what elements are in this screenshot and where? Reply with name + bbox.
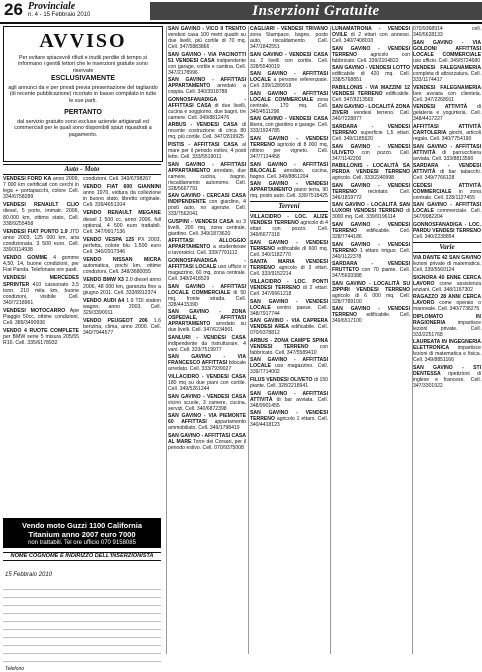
ad-text: a persone referenziate. Cell. 339/1289918 <box>250 77 328 90</box>
ad-heading: SAN GAVINO - VENDESI LOTTO <box>332 65 410 72</box>
auto-ads-column-a <box>3 176 79 348</box>
ad-text: zona Stampace, bagno, posto auto, riscaldamento. Cell. 347/1842551 <box>250 32 328 50</box>
ad-heading: VENDO FIAT 600 GIANNINI <box>83 184 161 191</box>
ad-heading: SAN GAVINO - VENDESI TERRENO <box>332 306 410 319</box>
ad-heading: SAN GAVINO - LOCALITÀ SU ZIPPIRI VENDESI TERRENO <box>332 280 410 293</box>
classified-ad <box>168 97 246 121</box>
ad-heading: GONNOSFANADIGA - AFFITTASI CASA <box>168 96 246 109</box>
ad-heading: AFFITTASI ALLOGGIO APPARTAMENTO <box>168 238 246 251</box>
ad-heading: VENDO GOMME <box>3 255 48 262</box>
ad-text: edificabile. Cell. 070/9378812 <box>250 324 328 337</box>
classified-ad <box>413 26 481 38</box>
classified-ad <box>332 306 410 324</box>
ad-heading: CEDESI ATTIVITÀ COMMERCIALE <box>413 182 481 195</box>
ad-text: con pozzo. Cell. 347/1142200 <box>332 149 410 162</box>
classified-ad <box>332 26 410 44</box>
ad-heading: VENDO BMW X3 <box>83 277 124 284</box>
classified-ad <box>3 275 79 305</box>
classified-ad <box>168 335 246 353</box>
classified-ad <box>250 240 328 258</box>
ad-text: 1.9 TDI station wagon, anno 2003, Cell. 329/3390011 <box>83 297 161 316</box>
ad-text: uso magazzino. Cell. 339/7714002 <box>250 363 328 376</box>
ad-text: commerciale. Cell. 347/9982204 <box>413 208 481 221</box>
ad-text: bilocale arredato. Cell. 333/7939027 <box>168 360 246 373</box>
classified-ad <box>413 294 481 312</box>
notice-text-1: Per evitare spiacevoli rifiuti e inutili perdite di tempo si informano i gentili lettori che le inserzioni gratuite sono riservate <box>18 55 148 74</box>
ad-text: di 150 piante. Cell. 328/2218941 <box>250 376 328 389</box>
classified-ad <box>332 104 410 122</box>
ad-heading: VENDO VESPA 125 <box>83 236 135 243</box>
ad-text: zona centrale, 170 mq. Cell. 340/4511296 <box>250 96 328 115</box>
ad-text: impartisce lezioni di matematica e fisica. Cell. 349/8851166 <box>413 345 481 364</box>
classified-ad <box>168 162 246 192</box>
ad-text: centro paese. Cell. 348/7917744 <box>250 304 328 317</box>
classified-ad <box>413 183 481 201</box>
ad-text: a studentesse o lavoratrici. Cell. 339/7791112 <box>168 244 246 257</box>
classified-ad <box>250 71 328 89</box>
ad-text: al mare per il periodo estivo, 4 posti letto. Cell. 333/5519011 <box>168 141 246 160</box>
ad-heading: SAN GAVINO - VENDESI TERRENO <box>332 221 410 234</box>
section-heading: Terreni <box>250 201 328 212</box>
ad-heading: SAN GAVINO - AFFITTASI LOCALE <box>250 71 328 84</box>
ad-text: appartamento ammobiliato. Cell. 349/1798419 <box>168 419 246 432</box>
ad-text: con fabbricato. Cell. 347/5589410 <box>250 343 328 356</box>
section-auto-moto: Auto - Moto <box>3 164 161 175</box>
ad-heading: SAN GAVINO - AFFITTASI ATTIVITÀ <box>413 143 481 156</box>
ad-text: 410 cassonato 3,5 tonn. 210 mila km, buone condizioni, visibile Cell. 340/7218961 <box>3 281 79 306</box>
classified-ad <box>83 237 161 255</box>
ad-text: piano terra, 90 mq, posto auto. Cell. 339/7518425 <box>250 187 328 200</box>
ad-heading: SAN GAVINO - VENDESI TERRENO <box>332 182 410 195</box>
classified-ad <box>332 222 410 240</box>
classified-ad <box>168 77 246 95</box>
ad-text: vendesi terreno. Cell. 340/7228877 <box>332 110 410 123</box>
ad-text: Ape Piaggio 50cc, ottime condizioni, Cell. 389/3490936 <box>3 307 79 327</box>
ad-heading: LAUREATA IN INGEGNERIA ELETTRONICA <box>413 339 481 352</box>
classified-ad <box>168 433 246 451</box>
moto-ad-line-2: Titanium anno 2007 euro 7000 <box>28 530 136 539</box>
ad-text: lezioni private di matematica. Cell. 339/5560124 <box>413 260 481 273</box>
classified-ad <box>332 124 410 142</box>
classified-ad <box>250 259 328 277</box>
ad-text: edificabile. Cell. 349/6517100 <box>332 312 410 325</box>
ad-text: agricolo di 3 ettari. Cell. 333/9152214 <box>250 265 328 278</box>
classified-ad <box>168 258 246 282</box>
ad-heading: ARBUS - VENDESI CASA <box>168 122 238 129</box>
ad-heading: SAN GAVINO - VENDESI CASA <box>168 393 246 400</box>
ad-heading: SAN GAVINO - VENDESI LOCALE <box>250 298 328 311</box>
ad-heading: VENDESI FALEGNAMERIA <box>413 84 481 91</box>
left-column <box>3 26 163 672</box>
ad-text: 070/9368914 cell. 340/5628133 <box>413 26 481 38</box>
classified-ad <box>413 144 481 162</box>
classified-ad <box>250 410 328 428</box>
ad-heading: SAN GAVINO - CERCASI CASA INDIPENDENTE <box>168 193 246 206</box>
issue-date: n. 4 - 15 Febbraio 2010 <box>28 12 91 18</box>
classified-ad <box>413 275 481 293</box>
ad-heading: VIA DANTE 42 SAN GAVINO <box>413 254 481 261</box>
ad-text: 180 mq su due piani con cortile. Cell. 349/5261244 <box>168 379 246 392</box>
ad-heading: SAN GAVINO - VIA CAPRERA VENDESI AREA <box>250 318 328 331</box>
ad-text: uso ufficio. Cell. 349/5724680 <box>413 57 481 64</box>
ad-heading: PABILLONIS - VIA MAZZINI 12 VENDESI TERRENO <box>332 84 410 97</box>
ads-column-3 <box>332 26 410 654</box>
ad-text: edificabile. Cell. 347/9213565 <box>332 90 410 103</box>
classified-ad <box>413 202 481 220</box>
ad-text: 1.6 benzina, clima, anno 2000. Cell. 340/7944577 <box>83 317 161 337</box>
ad-heading: SAN GAVINO - AFFITTASI LOCALE <box>413 202 481 215</box>
ad-heading: SARDARA - VENDESI TERRENO <box>332 123 410 136</box>
classified-ad <box>83 298 161 316</box>
classified-ad <box>413 339 481 363</box>
ad-heading: VILLACIDRO - VENDESI CASA <box>168 373 246 380</box>
ad-text: di 2 ettari con annessi. Cell. 340/7408010 <box>332 32 410 44</box>
ad-heading: SAN GAVINO - VIA PIEMONTE 60 AFFITTASI <box>168 413 246 426</box>
ad-heading: SAN GAVINO - AFFITTASI BILOCALE <box>250 161 328 174</box>
ad-text: agricolo 1 ettaro. Cell. 340/4418123 <box>250 416 328 429</box>
ad-heading: VILLACIDRO - LOC. ALIZE VENDESI TERRENO <box>250 214 328 227</box>
ad-heading: SAN GAVINO - AFFITTASI APPARTAMENTO <box>168 161 246 174</box>
page-number: 26 <box>4 0 23 19</box>
classified-ad <box>413 65 481 83</box>
ad-text: vendesi casa 100 metri quadri su due livelli, più cortile di 70 mq. Cell. 347/5883866 <box>168 32 246 50</box>
ad-heading: SAN GAVINO - LOCALITÀ SAN LUXORI VENDESI TERRENO <box>332 202 410 215</box>
ad-text: edificabile. Cell. 328/7744186 <box>332 227 410 240</box>
classified-ad <box>250 279 328 297</box>
classified-ad <box>413 163 481 181</box>
classified-ad <box>332 202 410 220</box>
ad-text: di due livelli, cucina e soggiorno, due bagni, tre camere. Cell. 349/8812476 <box>168 102 246 121</box>
column-rule <box>248 26 249 654</box>
ad-text: agricolo con fabbricato. Cell. 339/2104822 <box>332 51 410 64</box>
ad-text: di 50 mq, fronte strada. Cell. 328/4415390 <box>168 289 246 308</box>
ad-heading: PABILLONIS - LOCALITÀ SA PERDA VENDESI TERRENO <box>332 163 410 176</box>
classified-ad <box>413 40 481 64</box>
ad-heading: SAN GAVINO - AFFITTASI LOCALE <box>250 357 328 370</box>
ad-heading: SAN GAVINO - VENDESI TERRENO <box>332 45 410 58</box>
ad-heading: SAN GAVINO - AFFITTASI APPARTAMENTO <box>168 77 246 90</box>
classified-ad <box>168 142 246 160</box>
ad-text: arredato, due camere, cucina, bagno, riscaldamento autonomo. Cell. 328/5667791 <box>168 167 246 192</box>
notice-text-3: dal servizio gratuito sono escluse aziende artigianali ed commerciali per le quali sono disponibili spazi riquadrati a pagamento. <box>14 119 152 138</box>
ad-text: come assistenza anziani. Cell. 348/1167302 <box>413 280 481 293</box>
moto-ad-line-3: non trattabili. Tel ore ufficio 070 9158085 <box>28 540 136 546</box>
classified-ad <box>250 391 328 409</box>
ad-text: 4 gomme 4,50, 14, buone condizioni, per Fiat Panda. Telefonare ore pasti. <box>3 255 80 274</box>
section-heading: Varie <box>413 242 481 253</box>
ad-heading: VENDESI RENAULT CLIO <box>3 202 79 209</box>
classified-ad <box>332 46 410 64</box>
ad-text: di parrucchiera avviata. Cell. 333/8813590 <box>413 149 481 162</box>
classified-ad <box>83 184 161 208</box>
classified-ad <box>413 124 481 142</box>
classified-ad <box>168 193 246 217</box>
ad-heading: SARDARA - VENDESI ATTIVITÀ <box>413 163 481 176</box>
classified-ad <box>332 183 410 201</box>
ad-text: per BMW serie 5 misura 205/55 R16. Cell. 335/6178932 <box>3 334 79 347</box>
classified-ad <box>413 255 481 273</box>
ad-text: su 2 livelli con cortile. Cell. 328/5540019 <box>250 57 328 70</box>
ad-heading: SAN GAVINO - VENDESI TERRENO <box>250 410 328 423</box>
classified-ad <box>3 229 79 253</box>
section-band <box>150 2 482 20</box>
ad-heading: DIPLOMATO IN RAGIONERIA <box>413 313 481 326</box>
classified-ad <box>168 52 246 76</box>
ad-heading: SAN GAVINO - VICO II TRENTO <box>168 26 246 32</box>
classified-ad <box>168 394 246 412</box>
ad-text: agricolo di 6 000 mq. Cell. 328/7789100 <box>332 292 410 305</box>
ads-column-1 <box>168 26 246 654</box>
classified-ad <box>83 210 161 234</box>
ad-heading: SAN GAVINO - VIA GOLDONI AFFITTASI LOCALE COMMERCIALE <box>413 39 481 58</box>
ad-heading: SAN GAVINO - STI DENTESSA <box>413 364 481 377</box>
classified-ad <box>250 52 328 70</box>
classified-ad <box>168 413 246 431</box>
classified-ad <box>168 374 246 392</box>
ad-heading: SARDARA - VENDESI FRUTTETO <box>332 261 410 274</box>
ad-text: arredato a coppia. Cell. 340/3918788 <box>168 83 246 96</box>
ad-text: diesel 1 500 cc, anno 2006, full optional, 4 500 euro trattabili. Cell. 347/9917136 <box>83 216 161 235</box>
classified-ad <box>83 176 161 182</box>
moto-ad-line-1: Vendo moto Guzzi 1100 California <box>21 521 143 530</box>
ad-heading: SAN GAVINO - AFFITTASI ATTIVITÀ <box>250 390 328 403</box>
ad-heading: VENDESI FALEGNAMERIA <box>413 65 481 72</box>
classified-ad <box>250 162 328 180</box>
classified-ad <box>83 318 161 336</box>
classified-ad <box>250 357 328 375</box>
coupon-title: NOME COGNOME E INDIRIZZO DELL'INSERZIONISTA <box>3 552 161 561</box>
classified-ad <box>250 318 328 336</box>
ad-text: arredato, cucina, bagno. Cell. 349/8861204 <box>250 167 328 180</box>
ad-text: JTD anno 2003, 125 000 km, aria condizionata. 3 500 euro. Cell. 339/3114938 <box>3 228 79 254</box>
ad-heading: VENDO NISSAN MICRA <box>83 257 161 264</box>
classified-ad <box>332 144 410 162</box>
ad-text: come operaio o manovale. Cell. 340/7738275 <box>413 300 481 313</box>
ads-column-4 <box>413 26 481 654</box>
classified-ad <box>332 163 410 181</box>
ad-heading: SAN GAVINO - VIA FRANCESCO AFFITTASI <box>168 354 246 367</box>
notice-exclusive: ESCLUSIVAMENTE <box>50 75 116 82</box>
classified-ad <box>250 338 328 356</box>
classified-ad <box>168 238 246 256</box>
classified-ad <box>250 181 328 199</box>
ad-heading: PISTIS - AFFITTASI CASA <box>168 141 238 148</box>
ad-heading: SAN GAVINO - LOCALITÀ ZONA ZIVERI <box>332 104 410 117</box>
ad-text: agricolo di 8 000 mq, ottimo per vigneto. Cell. 347/7124458 <box>250 141 328 160</box>
ad-heading: SAN GAVINO - VENDESI TERRENO <box>250 135 328 148</box>
ad-heading: SAN GAVINO - VIA PACINOTTI 51 VENDESI CASA <box>168 51 246 64</box>
classified-ad <box>168 354 246 372</box>
ad-text: di 2 ettari. Cell. 347/6661218 <box>250 284 328 297</box>
coupon-write-lines <box>3 582 161 664</box>
ad-heading: AFFITTASI ATTIVITÀ CARTOLERIA <box>413 123 481 136</box>
ad-text: Cell. 340/2238854 <box>413 233 455 240</box>
classified-ad <box>83 257 161 275</box>
ad-heading: SAN GAVINO - AFFITTASI LOCALE COMMERCIALE <box>250 90 328 103</box>
classified-ad <box>250 377 328 389</box>
classified-ad <box>332 85 410 103</box>
classified-ad <box>413 314 481 338</box>
notice-title: AVVISO <box>39 30 127 52</box>
classified-ad <box>3 308 79 326</box>
ad-text: superficie 1,5 ettari. Cell. 349/1185620 <box>332 129 410 142</box>
ad-text: ben avviata con clientela. Cell. 347/2268911 <box>413 90 481 103</box>
ad-text: di gelateria e yogurteria. Cell. 348/4417227 <box>413 104 481 123</box>
ad-heading: VENDO AUDI A4 <box>83 297 125 304</box>
ad-heading: SAN GAVINO - VENDESI CASA <box>250 51 328 58</box>
classified-ad <box>250 214 328 238</box>
ad-text: giochi, articoli regalo. Cell. 340/7754190 <box>413 129 481 142</box>
ad-heading: GONNOSFANADIGA - AFFITTASI LOCALE <box>168 257 246 270</box>
ad-heading: ARBUS - ZONA CAMP'E SPINA VENDESI TERRENO <box>250 337 328 350</box>
ad-text: indipendente da ristrutturare, 4 vani. Cell. 333/7519977 <box>168 340 246 353</box>
coupon-date: 15 Febbraio 2010 <box>5 572 53 578</box>
ad-text: arredato su due livelli. Cell. 347/6234901 <box>168 321 246 334</box>
ad-text: recintato. Cell. 346/1819772 <box>332 188 410 201</box>
classified-ad <box>332 261 410 279</box>
ad-text: di bar avviata. Cell. 348/9901455 <box>250 396 328 409</box>
classified-ad <box>413 222 481 240</box>
classified-ad <box>250 136 328 160</box>
classified-ad <box>413 104 481 122</box>
ad-heading: RAGAZZO 28 ANNI CERCA LAVORO <box>413 294 481 307</box>
ad-text: edificabile di 420 mq. Cell. 338/5768851 <box>332 71 410 84</box>
classified-ad <box>168 122 246 140</box>
ad-heading: CAGLIARI - VENDESI TRIVANO <box>250 26 328 32</box>
section-title: Inserzioni Gratuite <box>252 3 380 19</box>
ad-text: PX 2003, perfetta, colore blu. 1.500 euro Cell. 340/2917346 <box>83 236 162 256</box>
ad-text: condizioni. Cell. 349/6798267 <box>83 176 152 182</box>
ad-text: diesel, 5 porte, immatr. 2006, 80.000 km, ottimo stato, Cell. 338/9255458 <box>3 208 79 227</box>
ad-text: uso ufficio o magazzino, 60 mq, zona centrale. Cell. 348/2418529 <box>168 263 246 282</box>
ad-heading: VENDO PEUGEOT 206 <box>83 317 148 324</box>
classified-ad <box>250 91 328 115</box>
ad-text: edificabile di 600 mq. Cell. 340/1182770 <box>250 245 328 258</box>
classified-ad <box>250 299 328 317</box>
ad-heading: SAN GAVINO - VENDESI APPARTAMENTO <box>250 181 328 194</box>
ad-text: indipendente con garage, cortile e cantina. Cell. 347/2178996 <box>168 57 246 76</box>
classified-ad <box>168 309 246 333</box>
ad-heading: SAN GAVINO - AFFITTASI CASA AL MARE <box>168 432 246 445</box>
ad-text: anno 1970, vettura da collezione in buono stato, libretto originale. Cell. 339/4651204 <box>83 190 161 209</box>
auto-ads-column-b <box>83 176 161 338</box>
moto-guzzi-ad <box>3 518 161 548</box>
newspaper-logo: Provinciale <box>28 1 76 12</box>
ad-heading: VENDESI FORD KA <box>3 176 52 182</box>
page-header <box>0 0 482 24</box>
classified-ad <box>250 116 328 134</box>
ad-text: di bar tabacchi. Cell. 349/7766128 <box>413 169 481 182</box>
classified-ad <box>413 85 481 103</box>
ad-heading: FILUS VENDESI OLIVETO <box>250 376 313 383</box>
ad-text: agricolo. Cell. 333/2240998 <box>332 175 395 182</box>
ad-text: vicino scuole, 3 camere, cucina, servizi. Cell. 340/6872398 <box>168 399 246 412</box>
notice-box <box>3 26 163 162</box>
ad-text: in zona centrale. Cell. 328/1127455 <box>413 188 481 201</box>
ads-column-2 <box>250 26 328 654</box>
ad-text: su 3 livelli, 200 mq, zona centrale, giardino. Cell. 349/1873620 <box>168 218 246 237</box>
ad-text: di recente costruzione di circa 80 mq, più cortile. Cell. 347/2819925 <box>168 122 246 141</box>
ad-text: 2.0 diesel anno 2006, 48 000 km, garanzia fino a giugno 2011. Cell. 333/8912374 <box>83 277 161 296</box>
ad-heading: GUSPINI - VENDESI CASA <box>168 218 234 225</box>
ad-heading: SANTA MARIA VENDESI TERRENO <box>250 259 328 272</box>
ad-heading: SANLURI - VENDESI CASA <box>168 334 246 341</box>
column-rule <box>166 26 167 654</box>
coupon-phone-label: Telefono <box>5 666 24 672</box>
column-rule <box>330 26 331 654</box>
ad-heading: SIGNORA 40 ENNE CERCA LAVORO <box>413 274 481 287</box>
ad-heading: VENDESI MOTOCARRO <box>3 307 66 314</box>
classified-ad <box>3 255 79 273</box>
classified-ad <box>332 281 410 305</box>
ad-text: completa di attrezzatura. Cell. 333/1174417 <box>413 71 481 84</box>
ad-text: impartisce lezioni private. Cell. 333/2251768 <box>413 319 481 338</box>
ad-text: di 3000 mq. Cell. 339/9196114 <box>332 208 410 221</box>
ad-heading: SAN GAVINO - VENDESI TERRENO <box>332 241 410 254</box>
classified-ad <box>332 65 410 83</box>
ad-heading: SAN GAVINO - AFFITTASI LOCALE COMMERCIALE <box>168 283 246 296</box>
ad-heading: VENDESI ATTIVITÀ <box>413 104 468 111</box>
ad-heading: VILLACIDRO - LOC. PONTI VENDESI TERRENO <box>250 278 328 291</box>
classified-ad <box>168 219 246 237</box>
classified-ad <box>83 277 161 295</box>
ad-heading: VENDESI FIAT PUNTO 1.9 <box>3 228 68 235</box>
ad-text: automatica, pochi km, ottime condizioni, Cell. 348/3680055 <box>83 263 161 276</box>
ad-heading: SAN GAVINO - VENDESI ULIVETO <box>332 143 410 156</box>
ad-heading: SAN GAVINO - ZONA OSPEDALE, AFFITTASI APPARTAMENTO <box>168 309 246 328</box>
ad-heading: VENDESI MERCEDES SPRINTER <box>3 275 79 288</box>
classified-ad <box>413 365 481 389</box>
classified-ad <box>250 26 328 50</box>
ad-heading: SAN GAVINO - VENDESI TERRENO <box>250 239 328 252</box>
ad-text: libera, con giardino e garage. Cell. 333/1924785 <box>250 122 328 135</box>
ad-heading: GONNOSFANADIGA - LOC. PARDU VENDESI TERRENO <box>413 221 481 234</box>
ad-heading: SAN GAVINO - VENDESI CASA <box>250 116 328 123</box>
classified-ad <box>3 328 79 346</box>
notice-text-2: agli annunci da e per privati previa presentazione del tagliando (di recente pubblicazione) ricortato in basso compilato in tutte le sue parti. <box>8 85 158 104</box>
classified-ad <box>168 26 246 50</box>
ad-text: Torre dei Corsari, per il periodo estivo. Cell. 070/9375008 <box>168 438 246 451</box>
notice-therefore: PERTANTO <box>64 109 102 116</box>
ad-heading: LUNAMATRONA - VENDESI OVILE <box>332 26 410 38</box>
classified-ad <box>3 176 79 200</box>
ad-text: con 70 piante. Cell. 347/5693388 <box>332 267 410 280</box>
ad-text: ripetizioni di inglese e francese. Cell. 347/3301922 <box>413 370 481 389</box>
ad-text: anno 2009, 7 000 km certificati con cerchi in lega + portapacchi, colore Cell. 334/6758289 <box>3 176 79 201</box>
classified-ad <box>168 284 246 308</box>
ad-text: 1 ettaro irriguo. Cell. 340/1122378 <box>332 247 410 260</box>
ad-text: con giardino, 4 posti auto, no agenzie. Cell. 333/7562041 <box>168 199 246 218</box>
classified-ad <box>3 202 79 226</box>
classified-ad <box>332 242 410 260</box>
ad-heading: VENDO RENAULT MEGANE <box>83 210 161 217</box>
ad-text: agricolo di 4 ettari con pozzo. Cell. 349/6677318 <box>250 220 328 239</box>
ad-heading: VENDO 4 RUOTE COMPLETE <box>3 328 79 335</box>
